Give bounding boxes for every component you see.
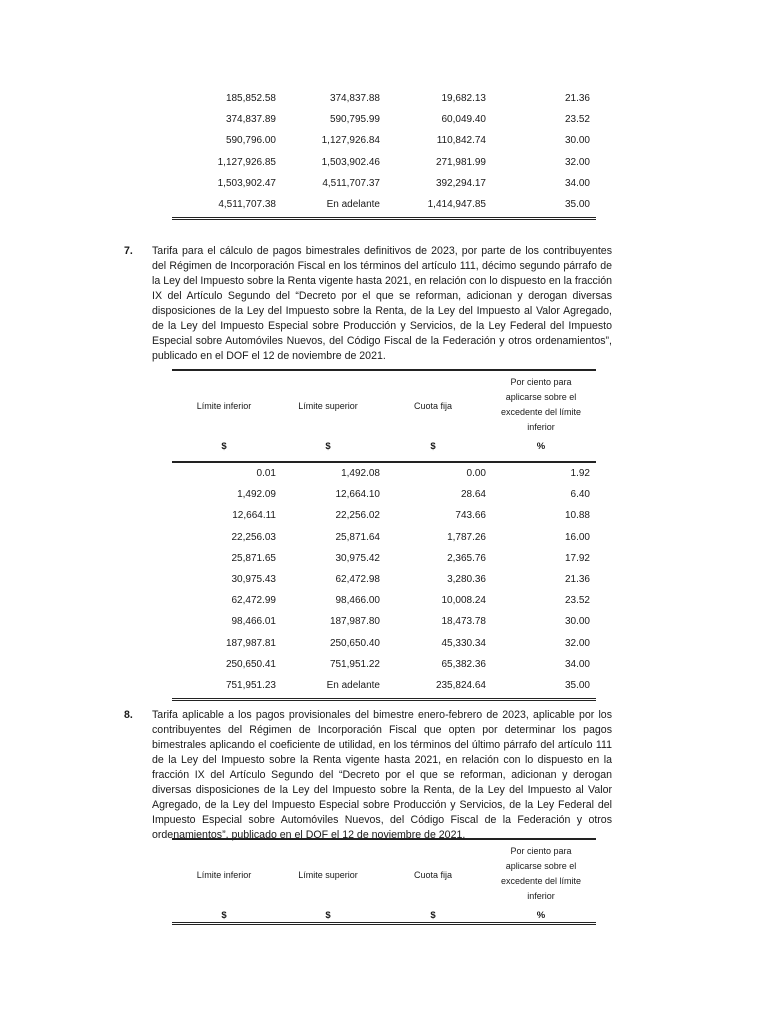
table-cell: 65,382.36 <box>441 658 486 670</box>
table-cell: 25,871.65 <box>231 552 276 564</box>
table-cell: 250,650.40 <box>329 637 380 649</box>
table-cell: 271,981.99 <box>435 156 486 168</box>
table-cell: 1,787.26 <box>447 531 486 543</box>
column-header: Límite inferior <box>196 401 252 411</box>
table-cell: 6.40 <box>570 489 590 501</box>
table-cell: 187,987.80 <box>329 616 380 628</box>
section-8-text: Tarifa aplicable a los pagos provisionales del bimestre enero-febrero de 2023, aplicable por los contribuyentes del Régimen de Incorporación Fiscal que opten por determinar los pagos bimestrales aplicando el coeficiente de utilidad, en los términos del último párrafo del artículo 111 de la Ley del Impuesto sobre la Renta vigente hasta 2021, en relación con lo dispuesto en la fracción IX del Artículo Segundo del “Decreto por el que se reforman, adicionan y derogan diversas disposiciones de la Ley del Impuesto sobre la Renta, de la Ley del Impuesto al Valor Agregado, de la Ley del Impuesto Especial sobre Producción y Servicios, de la Ley Federal del Impuesto Especial sobre Automóviles Nuevos, del Código Fiscal de la Federación y otros ordenamientos”, publicado en el DOF el 12 de noviembre de 2021. <box>152 709 612 841</box>
table-row <box>172 527 596 548</box>
table-cell: 374,837.88 <box>329 93 380 104</box>
table-cell: 235,824.64 <box>435 679 486 691</box>
unit-symbol: $ <box>221 910 227 921</box>
table-cell: 23.52 <box>564 114 590 126</box>
table-cell: 0.01 <box>256 468 276 479</box>
table-row <box>172 194 596 215</box>
table-cell: 21.36 <box>564 573 590 585</box>
column-header: Límite superior <box>298 870 358 880</box>
table-row <box>172 569 596 590</box>
table-row <box>172 654 596 675</box>
table-cell: 19,682.13 <box>441 93 486 104</box>
table-row <box>172 675 596 696</box>
table-row <box>172 505 596 526</box>
table-cell: En adelante <box>326 198 380 210</box>
table-cell: 62,472.99 <box>231 595 276 607</box>
table-cell: 1,492.09 <box>237 489 276 501</box>
table-cell: 1,414,947.85 <box>427 198 486 210</box>
table-cell: 22,256.03 <box>231 531 276 543</box>
table-row <box>172 484 596 505</box>
column-header: Límite superior <box>298 401 358 411</box>
table-cell: 1,503,902.47 <box>217 177 276 189</box>
table-cell: 34.00 <box>564 177 590 189</box>
table-row <box>172 548 596 569</box>
section-8 <box>124 708 612 843</box>
table-7 <box>172 369 596 701</box>
table-row <box>172 109 596 130</box>
table-cell: 185,852.58 <box>225 93 276 104</box>
table-cell: 374,837.89 <box>225 114 276 126</box>
table-cell: 30.00 <box>564 135 590 147</box>
section-7-number: 7. <box>124 245 133 257</box>
unit-symbol: $ <box>325 910 331 921</box>
table-cell: 30,975.42 <box>335 552 380 564</box>
table-cell: 1,492.08 <box>341 468 380 479</box>
unit-symbol: % <box>536 441 546 452</box>
column-header: Por ciento para aplicarse sobre el excedente del límite inferior <box>500 377 582 432</box>
table-7-body <box>172 461 596 701</box>
table-cell: 18,473.78 <box>441 616 486 628</box>
table-cell: 2,365.76 <box>447 552 486 564</box>
table-cell: 1,127,926.84 <box>321 135 380 147</box>
column-header: Por ciento para aplicarse sobre el excedente del límite inferior <box>500 846 582 901</box>
table-cell: En adelante <box>326 679 380 691</box>
table-row <box>172 633 596 654</box>
table-cell: 1,503,902.46 <box>321 156 380 168</box>
table-cell: 392,294.17 <box>435 177 486 189</box>
table-cell: 21.36 <box>564 93 590 104</box>
table-row <box>172 611 596 632</box>
table-cell: 10.88 <box>564 510 590 522</box>
table-cell: 35.00 <box>564 679 590 691</box>
table-top <box>172 88 596 220</box>
table-cell: 751,951.22 <box>329 658 380 670</box>
table-cell: 45,330.34 <box>441 637 486 649</box>
table-row <box>172 590 596 611</box>
table-cell: 1.92 <box>570 468 590 479</box>
table-7-header <box>172 369 596 461</box>
unit-symbol: % <box>536 910 546 921</box>
table-cell: 4,511,707.38 <box>218 198 276 210</box>
table-cell: 0.00 <box>466 468 486 479</box>
table-cell: 3,280.36 <box>447 573 486 585</box>
table-cell: 12,664.11 <box>232 510 276 522</box>
table-cell: 23.52 <box>564 595 590 607</box>
table-8-header <box>172 838 596 925</box>
column-header: Cuota fija <box>413 870 453 880</box>
table-cell: 4,511,707.37 <box>322 177 380 189</box>
table-row <box>172 130 596 151</box>
table-cell: 250,650.41 <box>225 658 276 670</box>
table-cell: 32.00 <box>564 156 590 168</box>
table-row <box>172 88 596 109</box>
section-7 <box>124 244 612 364</box>
section-8-number: 8. <box>124 709 133 721</box>
table-row <box>172 463 596 484</box>
unit-symbol: $ <box>325 441 331 452</box>
table-cell: 590,795.99 <box>329 114 380 126</box>
table-cell: 16.00 <box>564 531 590 543</box>
table-cell: 110,842.74 <box>436 135 486 147</box>
table-cell: 10,008.24 <box>441 595 486 607</box>
table-cell: 22,256.02 <box>335 510 380 522</box>
unit-symbol: $ <box>221 441 227 452</box>
table-cell: 62,472.98 <box>335 573 380 585</box>
table-cell: 751,951.23 <box>225 679 276 691</box>
table-cell: 30.00 <box>564 616 590 628</box>
table-row <box>172 173 596 194</box>
table-row <box>172 152 596 173</box>
table-cell: 25,871.64 <box>335 531 380 543</box>
column-header: Límite inferior <box>196 870 252 880</box>
table-cell: 590,796.00 <box>225 135 276 147</box>
table-cell: 743.66 <box>455 510 486 522</box>
table-cell: 32.00 <box>564 637 590 649</box>
table-cell: 98,466.01 <box>231 616 276 628</box>
table-cell: 30,975.43 <box>231 573 276 585</box>
column-header: Cuota fija <box>413 401 453 411</box>
unit-symbol: $ <box>430 910 436 921</box>
table-cell: 98,466.00 <box>335 595 380 607</box>
table-cell: 1,127,926.85 <box>217 156 276 168</box>
table-8 <box>172 838 596 925</box>
table-cell: 34.00 <box>564 658 590 670</box>
unit-symbol: $ <box>430 441 436 452</box>
table-cell: 35.00 <box>564 198 590 210</box>
table-cell: 187,987.81 <box>225 637 276 649</box>
table-top-body <box>172 88 596 220</box>
table-cell: 12,664.10 <box>335 489 380 501</box>
section-7-text: Tarifa para el cálculo de pagos bimestrales definitivos de 2023, por parte de los contribuyentes del Régimen de Incorporación Fiscal en los términos del artículo 111, décimo segundo párrafo de la Ley del Impuesto sobre la Renta vigente hasta 2021, en relación con lo dispuesto en la fracción IX del Artículo Segundo del “Decreto por el que se reforman, adicionan y derogan diversas disposiciones de la Ley del Impuesto sobre la Renta, de la Ley del Impuesto al Valor Agregado, de la Ley del Impuesto Especial sobre Producción y Servicios, de la Ley Federal del Impuesto Especial sobre Automóviles Nuevos, del Código Fiscal de la Federación y otros ordenamientos”, publicado en el DOF el 12 de noviembre de 2021. <box>152 245 612 362</box>
table-cell: 17.92 <box>564 552 590 564</box>
table-cell: 28.64 <box>460 489 486 501</box>
table-cell: 60,049.40 <box>441 114 486 126</box>
